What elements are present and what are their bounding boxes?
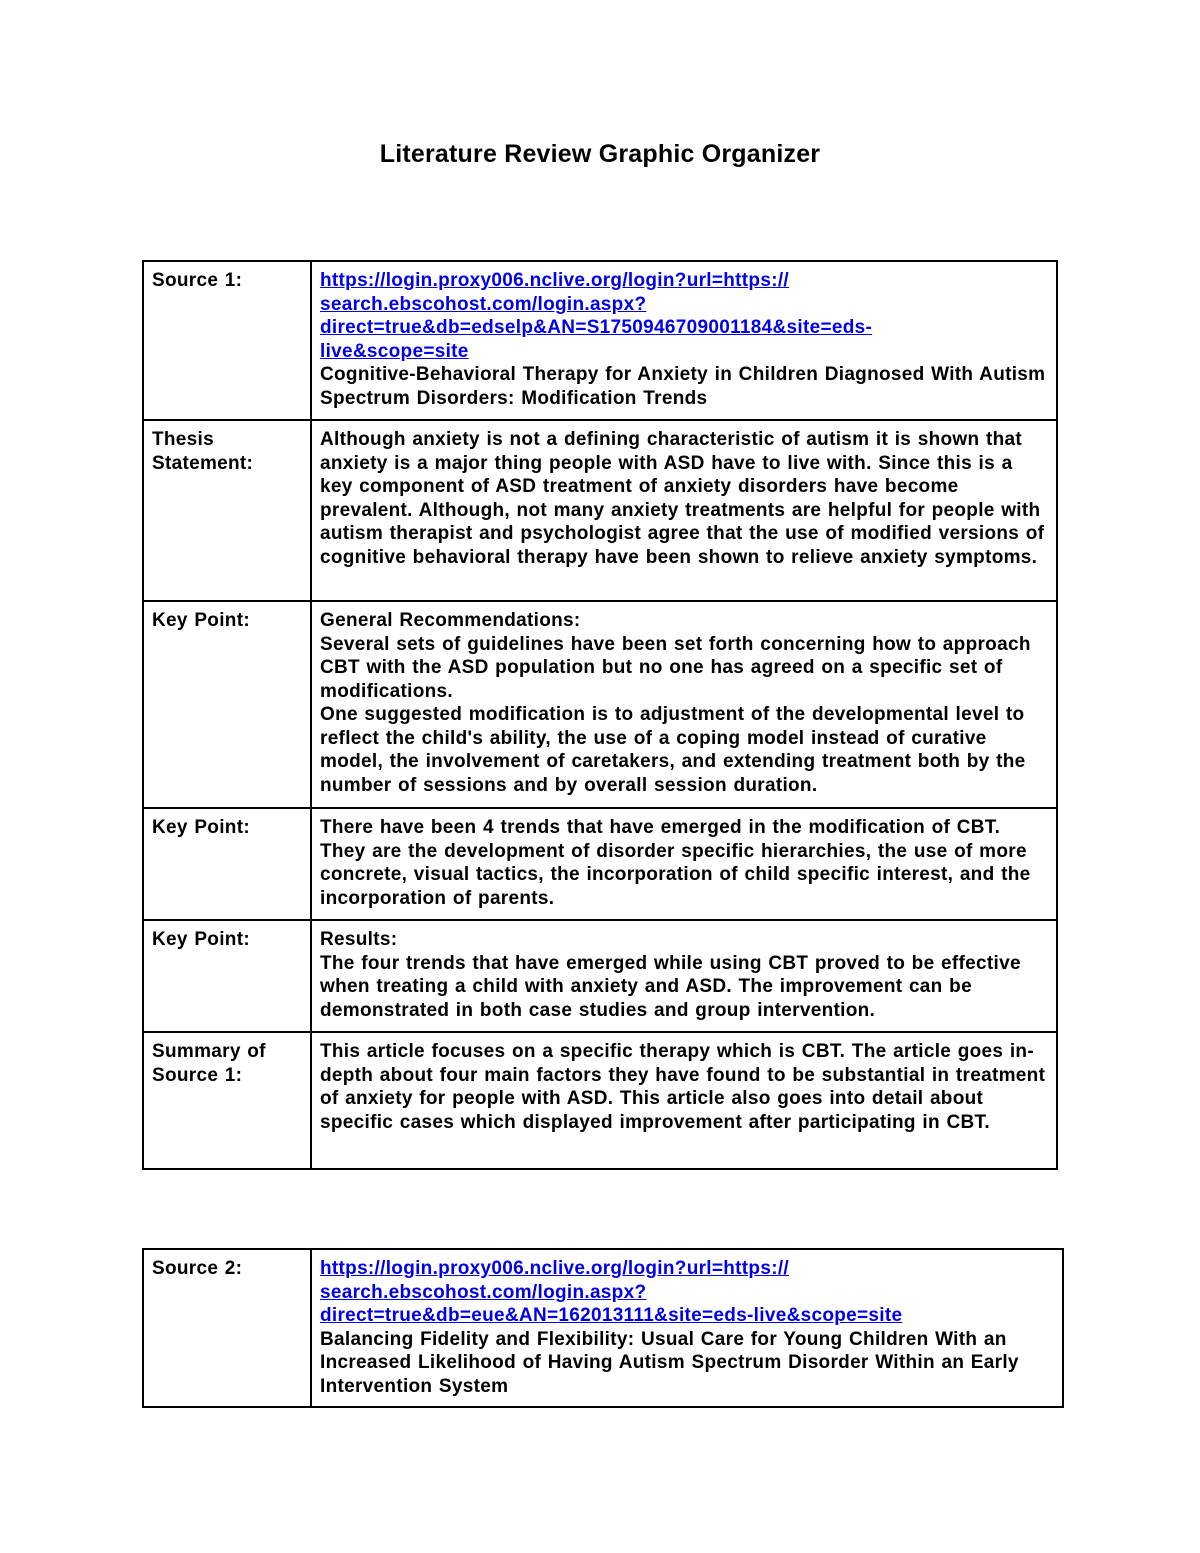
source-row	[143, 261, 1057, 420]
summary-row	[143, 1032, 1057, 1169]
key-point-label: Key Point:	[143, 808, 311, 920]
summary-text: This article focuses on a specific therapy which is CBT. The article goes in-depth about four main factors they have found to be substantial in treatment of anxiety for people with ASD. This article also goes into detail about specific cases which displayed improvement after participating in CBT.	[311, 1032, 1057, 1169]
key-point-heading: General Recommendations:	[320, 610, 581, 631]
source-link-line: live&scope=site	[320, 340, 469, 362]
summary-label: Summary of Source 1:	[143, 1032, 311, 1169]
source-link-line: direct=true&db=edselp&AN=S1750946709001184&site=eds-	[320, 317, 873, 338]
source-label: Source 1:	[143, 261, 311, 420]
key-point-label: Key Point:	[143, 601, 311, 808]
key-point-cell	[311, 808, 1057, 920]
key-point-row	[143, 920, 1057, 1032]
key-point-text: There have been 4 trends that have emerged in the modification of CBT. They are the development of disorder specific hierarchies, the use of more concrete, visual tactics, the incorporation of child specific interest, and the incorporation of parents.	[320, 817, 1031, 909]
key-point-text: The four trends that have emerged while using CBT proved to be effective when treating a child with anxiety and ASD. The improvement can be demonstrated in both case studies and group intervention.	[320, 952, 1021, 1021]
key-point-cell	[311, 920, 1057, 1032]
source-link-line: direct=true&db=eue&AN=162013111&site=eds-live&scope=site	[320, 1305, 903, 1326]
source-row	[143, 1249, 1063, 1407]
source-link-line: search.ebscohost.com/login.aspx?	[320, 293, 647, 315]
key-point-label: Key Point:	[143, 920, 311, 1032]
key-point-text: Several sets of guidelines have been set forth concerning how to approach CBT with the ASD population but no one has agreed on a specific set of modifications.	[320, 633, 1031, 702]
key-point-heading: Results:	[320, 929, 398, 950]
thesis-row	[143, 420, 1057, 601]
source-link[interactable]	[320, 1257, 1054, 1328]
key-point-row	[143, 808, 1057, 920]
source-label: Source 2:	[143, 1249, 311, 1407]
source-cell	[311, 1249, 1063, 1407]
page-title: Literature Review Graphic Organizer	[379, 140, 821, 168]
source-link-line: https://login.proxy006.nclive.org/login?url=https://	[320, 270, 789, 291]
article-title: Balancing Fidelity and Flexibility: Usual Care for Young Children With an Increased Likelihood of Having Autism Spectrum Disorder Within an Early Intervention System	[320, 1328, 1019, 1397]
source-link-line: https://login.proxy006.nclive.org/login?url=https://	[320, 1258, 789, 1279]
thesis-label: Thesis Statement:	[143, 420, 311, 601]
source-link[interactable]	[320, 269, 1048, 363]
key-point-row	[143, 601, 1057, 808]
source-1-table	[142, 260, 1058, 1170]
source-cell	[311, 261, 1057, 420]
key-point-text: One suggested modification is to adjustment of the developmental level to reflect the child's ability, the use of a coping model instead of curative model, the involvement of caretakers, and extending treatment both by the number of sessions and by overall session duration.	[320, 704, 1026, 796]
source-2-table	[142, 1248, 1064, 1408]
source-link-line: search.ebscohost.com/login.aspx?	[320, 1281, 647, 1303]
key-point-cell	[311, 601, 1057, 808]
thesis-text: Although anxiety is not a defining characteristic of autism it is shown that anxiety is a major thing people with ASD have to live with. Since this is a key component of ASD treatment of anxiety disorders have become prevalent. Although, not many anxiety treatments are helpful for people with autism therapist and psychologist agree that the use of modified versions of cognitive behavioral therapy have been shown to relieve anxiety symptoms.	[311, 420, 1057, 601]
article-title: Cognitive-Behavioral Therapy for Anxiety in Children Diagnosed With Autism Spectrum Disorders: Modification Trends	[320, 364, 1046, 409]
